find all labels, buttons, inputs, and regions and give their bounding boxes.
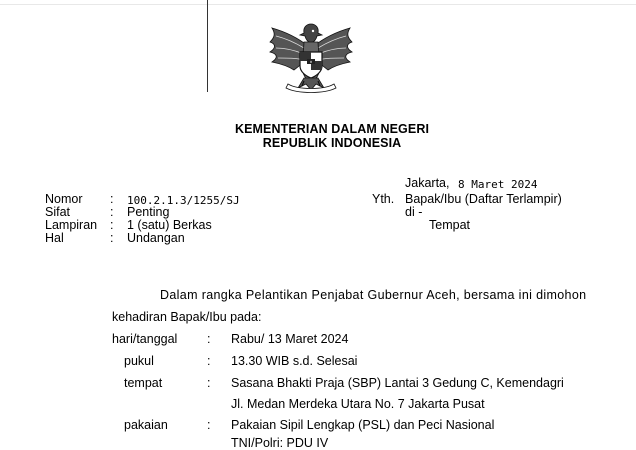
recipient-tempat: Tempat [429, 218, 470, 232]
meta-label-nomor: Nomor [45, 192, 83, 206]
detail-value-hari: Rabu/ 13 Maret 2024 [231, 332, 349, 346]
body-line-2: kehadiran Bapak/Ibu pada: [112, 310, 262, 324]
meta-value-lampiran: 1 (satu) Berkas [127, 218, 212, 232]
detail-value-pakaian: Pakaian Sipil Lengkap (PSL) dan Peci Nasional [231, 418, 495, 432]
meta-label-sifat: Sifat [45, 205, 71, 219]
date-place: Jakarta, [405, 176, 450, 190]
meta-sep: : [110, 192, 114, 206]
recipient-di: di - [405, 205, 423, 219]
scan-edge [0, 4, 636, 5]
detail-value-pukul: 13.30 WIB s.d. Selesai [231, 354, 358, 368]
detail-label-hari: hari/tanggal [112, 332, 178, 346]
detail-sep: : [207, 418, 211, 432]
recipient-name: Bapak/Ibu (Daftar Terlampir) [405, 192, 562, 206]
meta-label-hal: Hal [45, 231, 64, 245]
detail-sep: : [207, 332, 211, 346]
scan-crop-line [207, 0, 208, 92]
detail-label-pakaian: pakaian [124, 418, 168, 432]
header-ministry: KEMENTERIAN DALAM NEGERI [234, 122, 430, 136]
detail-sep: : [207, 354, 211, 368]
meta-sep: : [110, 205, 114, 219]
meta-label-lampiran: Lampiran [45, 218, 98, 232]
header-republic: REPUBLIK INDONESIA [262, 136, 402, 150]
meta-value-hal: Undangan [127, 231, 185, 245]
date-value: 8 Maret 2024 [458, 178, 538, 191]
meta-sep: : [110, 218, 114, 232]
detail-sep: : [207, 376, 211, 390]
detail-label-tempat: tempat [124, 376, 163, 390]
meta-value-nomor: 100.2.1.3/1255/SJ [127, 194, 240, 207]
recipient-yth: Yth. [372, 192, 395, 206]
detail-label-pukul: pukul [124, 354, 154, 368]
meta-value-sifat: Penting [127, 205, 170, 219]
detail-value-pakaian-cont: TNI/Polri: PDU IV [231, 436, 329, 450]
meta-sep: : [110, 231, 114, 245]
garuda-pancasila-emblem [264, 18, 358, 96]
body-line-1: Dalam rangka Pelantikan Penjabat Gubernur Aceh, bersama ini dimohon [160, 288, 587, 302]
detail-value-tempat: Sasana Bhakti Praja (SBP) Lantai 3 Gedung C, Kemendagri [231, 376, 564, 390]
detail-value-tempat-cont: Jl. Medan Merdeka Utara No. 7 Jakarta Pusat [231, 397, 485, 411]
